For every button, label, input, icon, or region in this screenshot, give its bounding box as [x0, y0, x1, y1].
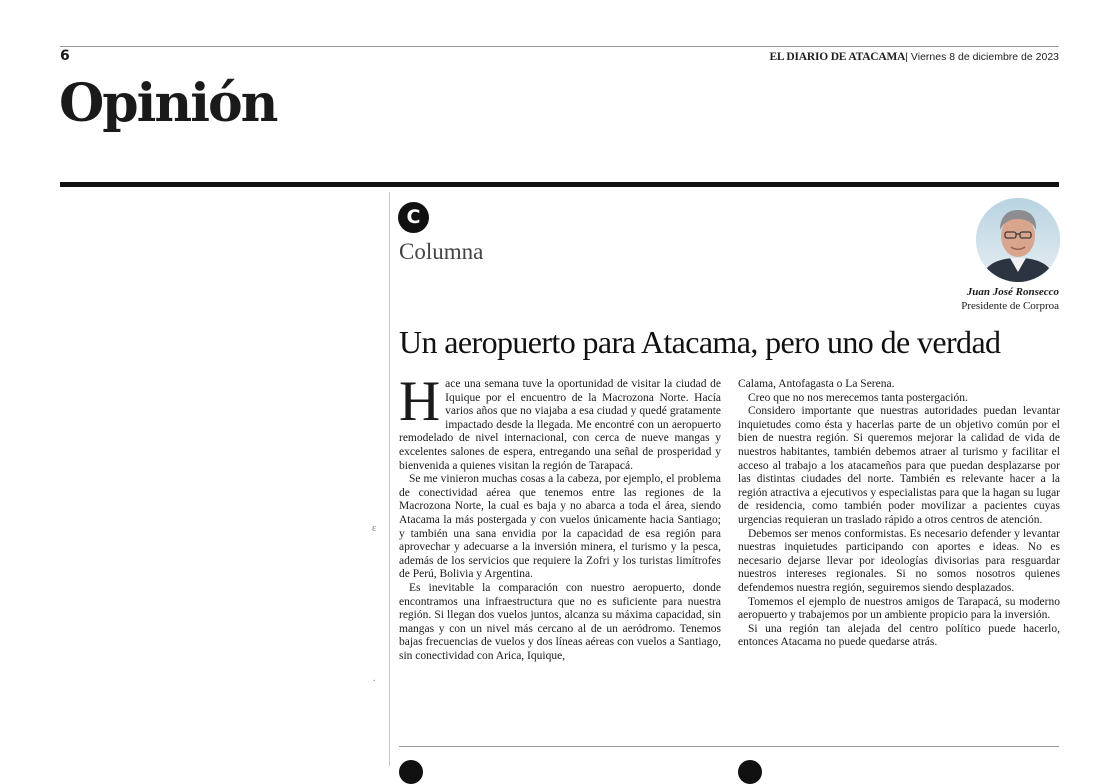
author-name: Juan José Ronsecco	[966, 286, 1059, 298]
bottom-rule	[399, 746, 1059, 747]
margin-mark: ε	[372, 523, 377, 534]
article-column-1	[399, 370, 721, 663]
column-badge-icon: C	[398, 202, 429, 233]
article-column-2	[738, 378, 1060, 650]
masthead	[769, 51, 1059, 63]
article-paragraph: Se me vinieron muchas cosas a la cabeza, por ejemplo, el problema de conectividad aérea que tenemos entre las regiones de la Macrozona Norte, la cual es baja y no abarca a toda el área, siendo Atacama la más postergada y con vuelos únicamente hacia Santiago; y también una sana envidia por la capacidad de esa región para aprovechar y adecuarse a la inversión minera, el turismo y la pesca, además de los servicios que requiere la Zofri y los turistas limítrofes de Perú, Bolivia y Argentina.	[399, 473, 721, 581]
column-divider	[389, 192, 390, 766]
page-number: 6	[60, 48, 70, 64]
article-paragraph: Si una región tan alejada del centro político puede hacerlo, entonces Atacama no puede quedarse atrás.	[738, 622, 1060, 649]
article-paragraph: Debemos ser menos conformistas. Es necesario defender y levantar nuestras inquietudes participando con aportes e ideas. No es necesario dejarse llevar por ideologías divisorias para resguardar nuestros intereses regionales. Si no somos nosotros quienes defendemos nuestra región, seguiremos siendo desplazados.	[738, 527, 1060, 594]
section-title: Opinión	[59, 73, 277, 134]
next-article-badge-icon	[738, 760, 762, 784]
masthead-separator: |	[905, 51, 908, 63]
article-paragraph: Hace una semana tuve la oportunidad de visitar la ciudad de Iquique por el encuentro de la Macrozona Norte. Hacía varios años que no viajaba a esa ciudad y quedé gratamente impactado desde la llegada. Me encontré con un aeropuerto remodelado de nivel internacional, con cerca de nueve mangas y excelentes salones de espera, entregando una señal de prosperidad y bienvenida a quienes visitan la región de Tarapacá.	[399, 370, 721, 472]
section-divider	[60, 182, 1059, 187]
drop-cap: H	[399, 370, 441, 433]
newspaper-name: EL DIARIO DE ATACAMA	[769, 51, 906, 63]
article-paragraph: Calama, Antofagasta o La Serena.	[738, 378, 895, 390]
publication-date: Viernes 8 de diciembre de 2023	[910, 51, 1059, 63]
next-article-badge-icon	[399, 760, 423, 784]
author-photo	[976, 198, 1060, 282]
article-headline: Un aeropuerto para Atacama, pero uno de verdad	[399, 324, 1001, 360]
author-role: Presidente de Corproa	[961, 300, 1059, 312]
author-portrait-icon	[976, 198, 1060, 282]
margin-mark: .	[373, 673, 376, 684]
article-paragraph: Es inevitable la comparación con nuestro aeropuerto, donde encontramos una infraestructura que no es suficiente para nuestra región. Si llegan dos vuelos juntos, alcanza su máxima capacidad, sin mangas y con un nivel más cercano al de un aeródromo. Tenemos bajas frecuencias de vuelos y dos líneas aéreas con vuelos a Santiago, sin conectividad con Arica, Iquique,	[399, 581, 721, 662]
article-paragraph: Creo que no nos merecemos tanta postergación.	[748, 391, 968, 404]
top-rule	[60, 46, 1059, 47]
article-kicker: Columna	[399, 239, 484, 264]
article-paragraph: Considero importante que nuestras autoridades puedan levantar inquietudes como ésta y hacerlas parte de un objetivo común por el bien de nuestra región. Si queremos mejorar la calidad de vida de nuestros habitantes, también debemos atraer al turismo y facilitar el acceso al trabajo a los atacameños para que puedan desplazarse por las distintas ciudades del norte. También es relevante hacer a la región atractiva a ejecutivos y especialistas para que la hagan su lugar de residencia, como también poder movilizar a pacientes cuyas urgencias requieran un traslado rápido a otros centros de atención.	[738, 405, 1060, 526]
article-paragraph: Tomemos el ejemplo de nuestros amigos de Tarapacá, su moderno aeropuerto y trabajemos por un ambiente propicio para la inversión.	[738, 595, 1060, 622]
